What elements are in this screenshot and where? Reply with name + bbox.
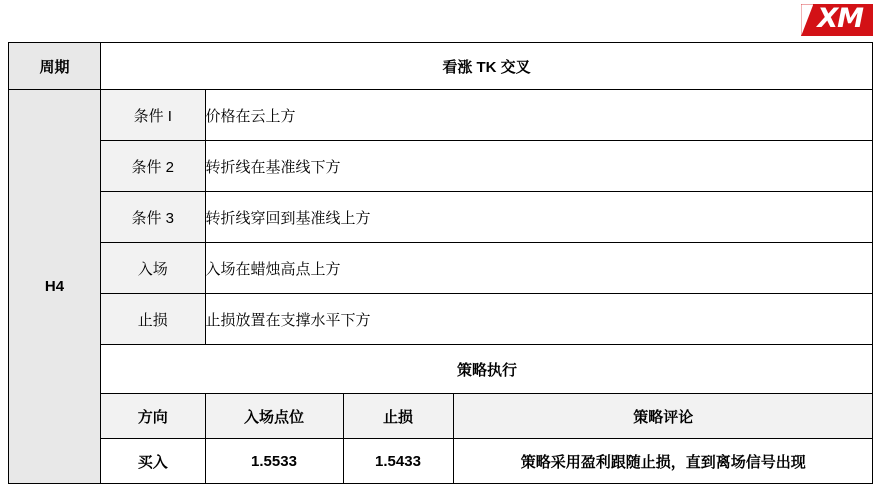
execution-comment: 策略采用盈利跟随止损，直到离场信号出现 [453, 439, 873, 484]
strategy-table [8, 42, 873, 484]
condition-row [101, 90, 873, 141]
period-header: 周期 [9, 43, 101, 90]
execution-header-comment: 策略评论 [453, 394, 873, 439]
condition-label: 条件 I [101, 90, 205, 141]
execution-header-entry: 入场点位 [205, 394, 343, 439]
execution-section-title: 策略执行 [101, 345, 873, 394]
condition-row [101, 243, 873, 294]
execution-entry: 1.5533 [205, 439, 343, 484]
execution-value-row [101, 439, 873, 484]
xm-logo-text: XM [801, 4, 873, 35]
condition-text: 转折线穿回到基准线上方 [205, 192, 873, 243]
condition-text: 入场在蜡烛高点上方 [205, 243, 873, 294]
condition-row [101, 294, 873, 345]
execution-stop: 1.5433 [343, 439, 453, 484]
execution-header-row [101, 394, 873, 439]
execution-header-direction: 方向 [101, 394, 205, 439]
condition-text: 止损放置在支撑水平下方 [205, 294, 873, 345]
strategy-title: 看涨 TK 交叉 [101, 43, 873, 90]
condition-label: 条件 3 [101, 192, 205, 243]
xm-logo [801, 0, 873, 40]
condition-label: 止损 [101, 294, 205, 345]
condition-label: 入场 [101, 243, 205, 294]
conditions-table [101, 90, 873, 483]
execution-section-row [101, 345, 873, 394]
execution-header-stop: 止损 [343, 394, 453, 439]
table-row-body [9, 90, 873, 484]
period-value: H4 [9, 90, 101, 484]
condition-row [101, 192, 873, 243]
condition-text: 转折线在基准线下方 [205, 141, 873, 192]
execution-direction: 买入 [101, 439, 205, 484]
condition-row [101, 141, 873, 192]
condition-text: 价格在云上方 [205, 90, 873, 141]
table-row-header [9, 43, 873, 90]
condition-label: 条件 2 [101, 141, 205, 192]
conditions-container [101, 90, 873, 484]
